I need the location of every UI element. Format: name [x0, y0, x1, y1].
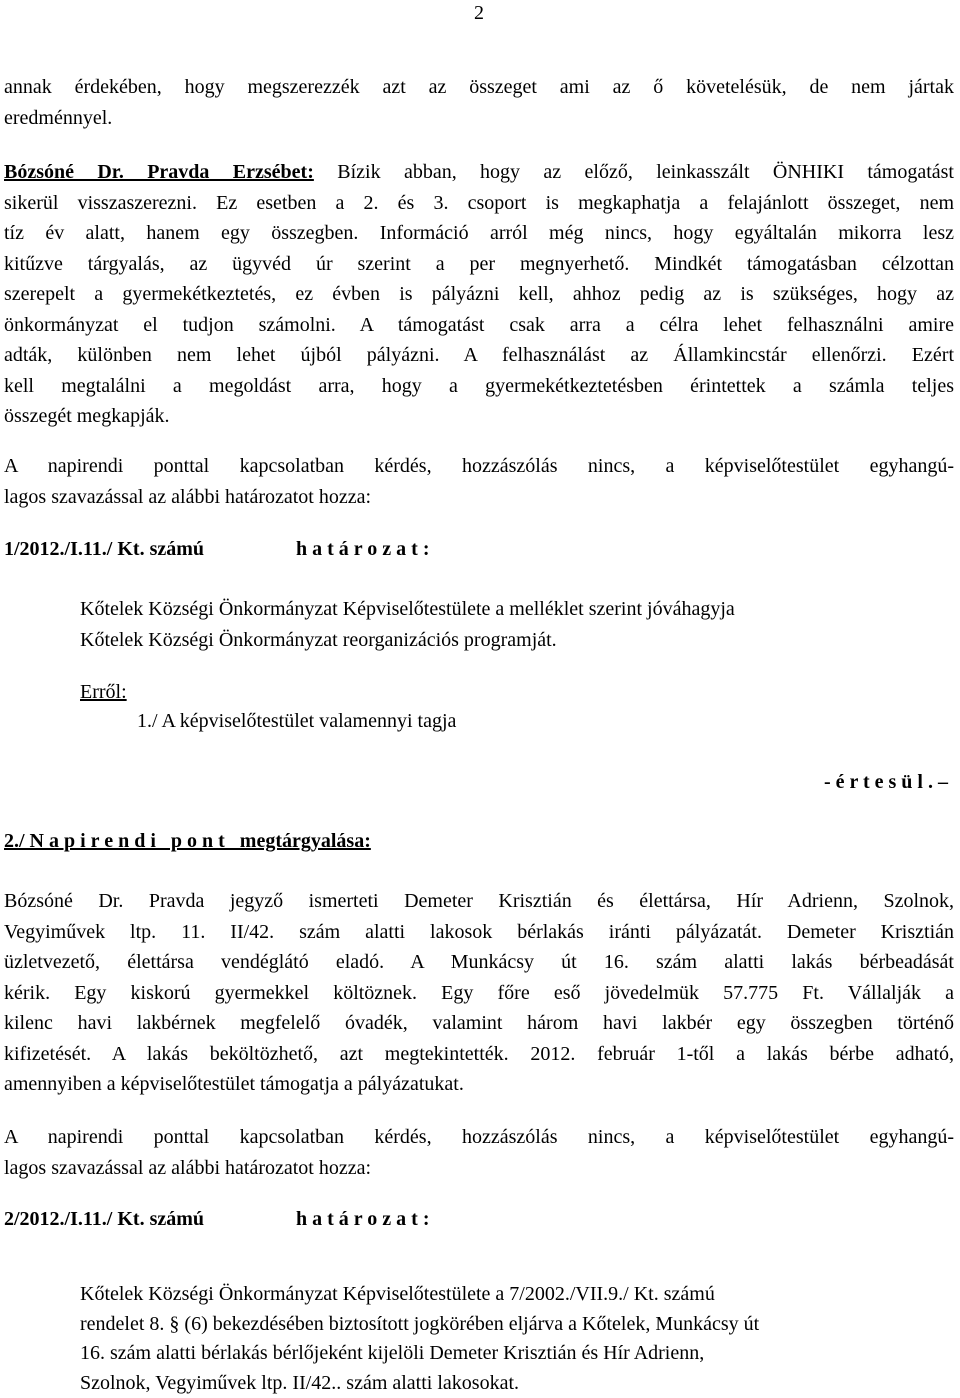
text-fragment: Bízik abban, hogy az előző, leinkasszált ÖNHIKI támogatást	[314, 161, 954, 183]
text-line: Kőtelek Községi Önkormányzat Képviselőtestülete a melléklet szerint jóváhagyja	[80, 594, 735, 625]
text-line: A napirendi ponttal kapcsolatban kérdés, hozzászólás nincs, a képviselőtestület egyhangú-	[4, 1122, 954, 1153]
text-line: összegét megkapják.	[4, 401, 954, 432]
text-line: Bózsóné Dr. Pravda jegyző ismerteti Demeter Krisztián és élettársa, Hír Adrienn, Szolnok,	[4, 886, 954, 917]
text-line: A napirendi ponttal kapcsolatban kérdés, hozzászólás nincs, a képviselőtestület egyhangú-	[4, 451, 954, 482]
text-line: kilenc havi lakbérnek megfelelő óvadék, valamint három havi lakbér egy összegben történő	[4, 1008, 954, 1039]
text-line: üzletvezető, élettársa vendéglátó eladó. A Munkácsy út 16. szám alatti lakás bérbeadását	[4, 947, 954, 978]
text-line: Kőtelek Községi Önkormányzat reorganizációs programját.	[80, 625, 735, 656]
resolution-number-1: 1/2012./I.11./ Kt. számú	[4, 538, 204, 561]
text-line: rendelet 8. § (6) bekezdésében biztosított jogkörében eljárva a Kőtelek, Munkácsy út	[80, 1310, 759, 1340]
vote-paragraph-2	[4, 1122, 954, 1183]
page-number: 2	[474, 2, 484, 25]
text-line: adták, különben nem lehet újból pályázni. A felhasználást az Államkincstár ellenőrzi. Ezért	[4, 340, 954, 371]
text-line: sikerül visszaszerezni. Ez esetben a 2. és 3. csoport is megkaphatja a felajánlott összeget, nem	[4, 188, 954, 219]
text-line: amennyiben a képviselőtestület támogatja a pályázatukat.	[4, 1069, 954, 1100]
text-line: kérik. Egy kiskorú gyermekkel költöznek. Egy főre eső jövedelmük 57.775 Ft. Vállalják a	[4, 978, 954, 1009]
errol-label: Erről:	[80, 681, 127, 704]
vote-paragraph-1	[4, 451, 954, 512]
text-line: kifizetését. A lakás beköltözhető, azt megtekintették. 2012. február 1-től a lakás bérbe adható,	[4, 1039, 954, 1070]
speaker-paragraph	[4, 157, 954, 432]
resolution-text-1	[80, 594, 735, 655]
text-line	[4, 157, 954, 188]
text-line: lagos szavazással az alábbi határozatot hozza:	[4, 482, 954, 513]
recipient-line: 1./ A képviselőtestület valamennyi tagja	[137, 710, 456, 733]
resolution-number-2: 2/2012./I.11./ Kt. számú	[4, 1208, 204, 1231]
ertesul-label: - é r t e s ü l . –	[824, 771, 948, 794]
resolution-text-2	[80, 1280, 759, 1398]
resolution-label-2: h a t á r o z a t :	[296, 1208, 430, 1231]
text-line: lagos szavazással az alábbi határozatot hozza:	[4, 1153, 954, 1184]
agenda-item-2-title: 2./ N a p i r e n d i p o n t megtárgyalása:	[4, 830, 371, 853]
text-line: szerepelt a gyermekétkeztetés, ez évben is pályázni kell, ahhoz pedig az is szükséges, hogy az	[4, 279, 954, 310]
text-line: önkormányzat el tudjon számolni. A támogatást csak arra a célra lehet felhasználni amire	[4, 310, 954, 341]
agenda-2-paragraph	[4, 886, 954, 1100]
text-line: Szolnok, Vegyiművek ltp. II/42.. szám alatti lakosokat.	[80, 1369, 759, 1398]
text-line: eredménnyel.	[4, 103, 954, 134]
text-line: Vegyiművek ltp. 11. II/42. szám alatti lakosok bérlakás iránti pályázatát. Demeter Krisztián	[4, 917, 954, 948]
text-line: 16. szám alatti bérlakás bérlőjeként kijelöli Demeter Krisztián és Hír Adrienn,	[80, 1339, 759, 1369]
intro-paragraph	[4, 72, 954, 133]
speaker-name: Bózsóné Dr. Pravda Erzsébet:	[4, 161, 314, 183]
text-line: kell megtalálni a megoldást arra, hogy a gyermekétkeztetésben érintettek a számla teljes	[4, 371, 954, 402]
resolution-label-1: h a t á r o z a t :	[296, 538, 430, 561]
text-line: tíz év alatt, hanem egy összegben. Információ arról még nincs, hogy egyáltalán mikorra lesz	[4, 218, 954, 249]
text-line: annak érdekében, hogy megszerezzék azt az összeget ami az ő követelésük, de nem jártak	[4, 72, 954, 103]
text-line: Kőtelek Községi Önkormányzat Képviselőtestülete a 7/2002./VII.9./ Kt. számú	[80, 1280, 759, 1310]
text-line: kitűzve tárgyalás, az ügyvéd úr szerint a per megnyerhető. Mindkét támogatásban célzottan	[4, 249, 954, 280]
